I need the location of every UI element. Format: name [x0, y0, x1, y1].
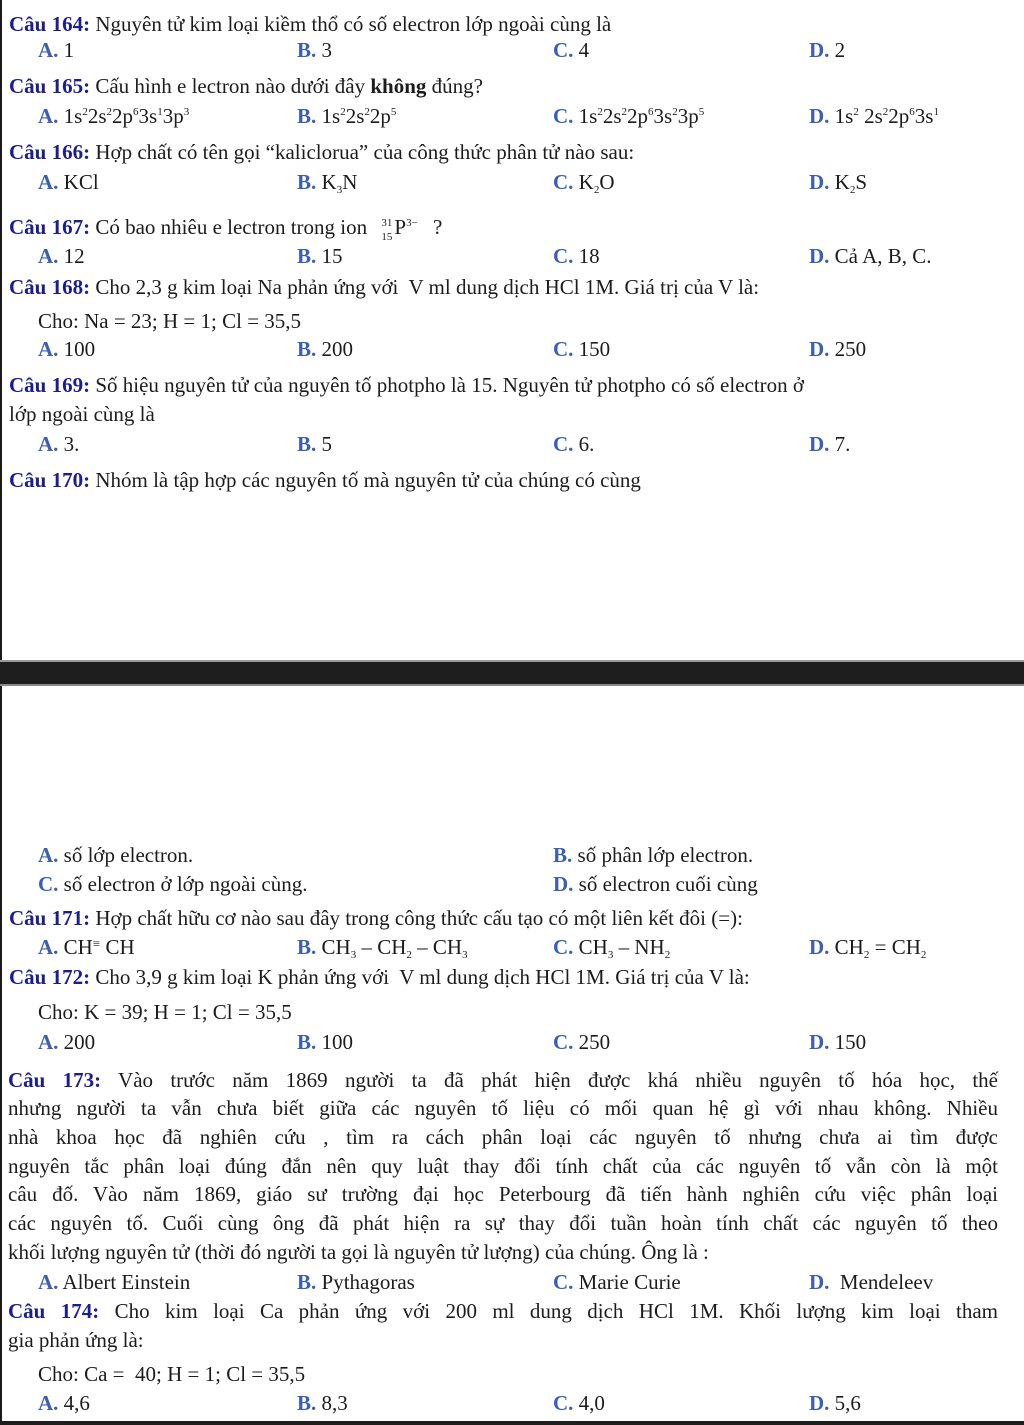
option-b[interactable] — [297, 1269, 415, 1295]
formula: KCl — [63, 170, 99, 194]
option-text: 100 — [63, 337, 96, 361]
option-b[interactable] — [297, 103, 396, 129]
option-label: B. — [297, 38, 317, 62]
formula: CH≡ CH — [63, 935, 135, 959]
option-text: 3 — [321, 38, 333, 62]
question-text: Nhóm là tập hợp các nguyên tố mà nguyên tử của chúng có cùng — [95, 468, 641, 492]
question-text: Cho kim loại Ca phản ứng với 200 ml dung dịch HCl 1M. Khối lượng kim loại tham — [114, 1299, 999, 1323]
option-text: Cả A, B, C. — [834, 244, 932, 268]
option-label: C. — [553, 38, 574, 62]
option-text: 250 — [834, 337, 867, 361]
option-c[interactable] — [553, 431, 594, 457]
question-mark: ? — [433, 215, 443, 239]
option-label: A. — [38, 38, 59, 62]
option-label: D. — [809, 104, 830, 128]
option-a[interactable] — [38, 431, 79, 457]
option-label: B. — [297, 1030, 317, 1054]
question-174 — [8, 1298, 998, 1324]
option-text: 2 — [834, 38, 846, 62]
option-label: A. — [38, 432, 59, 456]
option-label: C. — [553, 244, 574, 268]
option-label: C. — [553, 432, 574, 456]
question-text-line: khối lượng nguyên tử (thời đó người ta gọi là nguyên tử lượng) của chúng. Ông là : — [8, 1240, 709, 1264]
ion-charge: 3− — [406, 217, 418, 229]
option-text: 200 — [321, 337, 354, 361]
option-label: D. — [809, 244, 830, 268]
question-173 — [8, 1067, 998, 1093]
option-d[interactable] — [809, 431, 850, 457]
option-label: D. — [809, 337, 830, 361]
question-number: Câu 167: — [9, 215, 91, 239]
question-number: Câu 168: — [9, 275, 91, 299]
option-b[interactable] — [297, 169, 357, 195]
question-number: Câu 164: — [9, 12, 91, 36]
option-label: B. — [553, 843, 573, 867]
option-d[interactable] — [809, 934, 926, 960]
question-169-continued: lớp ngoài cùng là — [9, 402, 155, 426]
formula: $K_2O$ — [578, 170, 615, 196]
question-number: Câu 171: — [9, 906, 91, 930]
question-text: đúng? — [431, 74, 483, 98]
option-label: B. — [297, 244, 317, 268]
option-label: A. — [38, 935, 59, 959]
option-b[interactable] — [297, 243, 343, 269]
question-text: Có bao nhiêu e lectron trong ion — [95, 215, 368, 239]
option-b[interactable] — [297, 431, 332, 457]
question-165 — [9, 73, 483, 99]
question-text-bold: không — [370, 74, 427, 98]
option-label: C. — [553, 337, 574, 361]
option-label: A. — [38, 1391, 59, 1415]
option-label: D. — [809, 1030, 830, 1054]
option-a[interactable] — [38, 842, 193, 868]
option-c[interactable] — [553, 37, 589, 63]
option-text: Marie Curie — [578, 1270, 681, 1294]
option-a[interactable] — [38, 169, 99, 195]
option-d[interactable] — [809, 1269, 933, 1295]
question-text-line: các nguyên tố. Cuối cùng ông đã phát hiện ra sự thay đổi tuần hoàn tính chất các nguyên tố theo — [8, 1211, 998, 1235]
option-label: C. — [553, 1030, 574, 1054]
option-text: 15 — [321, 244, 343, 268]
option-b[interactable] — [553, 842, 753, 868]
option-text: 6. — [578, 432, 595, 456]
option-a[interactable] — [38, 934, 135, 960]
option-c[interactable] — [553, 336, 610, 362]
option-b[interactable] — [297, 336, 353, 362]
question-number: Câu 174: — [8, 1299, 100, 1323]
formula: $CH_2 = CH_2$ — [834, 935, 927, 961]
question-text-line: nhà khoa học đã nghiên cứu , tìm ra cách phân loại các nguyên tố nhưng chưa ai tìm được — [8, 1125, 998, 1149]
question-text-line: Vào trước năm 1869 người ta đã phát hiện được khá nhiều nguyên tố hóa học, thế — [118, 1068, 999, 1092]
question-169 — [9, 372, 804, 398]
option-label: B. — [297, 432, 317, 456]
electron-configuration: $1s^22s^22p^5$ — [321, 104, 397, 128]
question-text: Cho 3,9 g kim loại K phản ứng với V ml dung dịch HCl 1M. Giá trị của V là: — [95, 965, 750, 989]
question-text: Nguyên tử kim loại kiềm thổ có số electron lớp ngoài cùng là — [95, 12, 612, 36]
option-label: B. — [297, 1270, 317, 1294]
option-text: 18 — [578, 244, 600, 268]
option-text: số lớp electron. — [63, 843, 194, 867]
option-text: số electron ở lớp ngoài cùng. — [63, 872, 308, 896]
page-divider-band — [0, 660, 1024, 686]
question-number: Câu 165: — [9, 74, 91, 98]
option-a[interactable] — [38, 243, 85, 269]
option-text: Mendeleev — [834, 1270, 934, 1294]
option-c[interactable] — [38, 871, 308, 897]
option-label: A. — [38, 337, 59, 361]
option-b[interactable] — [297, 37, 332, 63]
option-label: C. — [553, 1391, 574, 1415]
question-text: Cấu hình e lectron nào dưới đây — [95, 74, 366, 98]
lower-page-section — [0, 686, 1024, 1425]
option-text: 5,6 — [834, 1391, 861, 1415]
option-text: 1 — [63, 38, 75, 62]
option-d[interactable] — [809, 1390, 861, 1416]
option-text: 12 — [63, 244, 85, 268]
question-167 — [9, 214, 443, 243]
given-data: Cho: K = 39; H = 1; Cl = 35,5 — [38, 1000, 292, 1024]
question-text: Hợp chất hữu cơ nào sau đây trong công thức cấu tạo có một liên kết đôi (=): — [95, 906, 743, 930]
question-171 — [9, 905, 743, 931]
option-label: A. — [38, 170, 59, 194]
question-168 — [9, 274, 759, 300]
question-172 — [9, 964, 750, 990]
option-text: 100 — [321, 1030, 354, 1054]
option-label: D. — [553, 872, 574, 896]
electron-configuration: $1s^22s^22p^63s^13p^3$ — [63, 104, 190, 128]
option-label: B. — [297, 104, 317, 128]
option-d[interactable] — [809, 1029, 866, 1055]
option-c[interactable] — [553, 103, 704, 129]
upper-page-section — [0, 0, 1024, 660]
option-d[interactable] — [809, 336, 866, 362]
option-d[interactable] — [809, 169, 867, 195]
option-b[interactable] — [297, 1029, 353, 1055]
question-164 — [9, 11, 611, 37]
option-text: 250 — [578, 1030, 611, 1054]
option-text: số electron cuối cùng — [578, 872, 758, 896]
given-data: Cho: Ca = 40; H = 1; Cl = 35,5 — [38, 1362, 306, 1386]
option-label: B. — [297, 1391, 317, 1415]
option-label: A. — [38, 1270, 59, 1294]
formula: $K_3N$ — [321, 170, 358, 196]
question-text-line: câu đố. Vào năm 1869, giáo sư trường đại học Peterbourg đã tiến hành nghiên cứu việc phân loại — [8, 1182, 998, 1206]
option-label: C. — [553, 170, 574, 194]
question-number: Câu 172: — [9, 965, 91, 989]
question-text: Hợp chất có tên gọi “kaliclorua” của công thức phân tử nào sau: — [95, 140, 635, 164]
option-c[interactable] — [553, 1029, 610, 1055]
option-text: 8,3 — [321, 1391, 348, 1415]
option-c[interactable] — [553, 1390, 605, 1416]
option-text: 150 — [834, 1030, 867, 1054]
option-text: 150 — [578, 337, 611, 361]
formula: $K_2S$ — [834, 170, 868, 196]
option-text: 3. — [63, 432, 80, 456]
option-a[interactable] — [38, 37, 74, 63]
question-number: Câu 173: — [8, 1068, 102, 1092]
option-label: C. — [553, 104, 574, 128]
option-label: C. — [553, 935, 574, 959]
question-text: Cho 2,3 g kim loại Na phản ứng với V ml dung dịch HCl 1M. Giá trị của V là: — [95, 275, 760, 299]
isotope-notation: 31 15 — [381, 217, 393, 243]
formula: $CH_3 - CH_2 - CH_3$ — [321, 935, 468, 961]
option-d[interactable] — [809, 243, 932, 269]
option-label: A. — [38, 104, 59, 128]
option-a[interactable] — [38, 1269, 190, 1295]
option-a[interactable] — [38, 1029, 95, 1055]
option-label: A. — [38, 843, 59, 867]
option-label: B. — [297, 170, 317, 194]
option-label: D. — [809, 1270, 830, 1294]
option-a[interactable] — [38, 103, 189, 129]
option-d[interactable] — [809, 103, 939, 129]
option-text: số phân lớp electron. — [577, 843, 754, 867]
question-170 — [9, 467, 641, 493]
option-a[interactable] — [38, 336, 95, 362]
given-data: Cho: Na = 23; H = 1; Cl = 35,5 — [38, 309, 302, 333]
electron-configuration: $1s^22s^22p^63s^23p^5$ — [578, 104, 705, 128]
option-text: Albert Einstein — [62, 1270, 191, 1294]
question-number: Câu 170: — [9, 468, 91, 492]
question-text-line: nhưng người ta vẫn chưa biết giữa các nguyên tố liệu có mối quan hệ gì với nhau không. Nhiều — [8, 1096, 998, 1120]
option-text: 5 — [321, 432, 333, 456]
option-text: 4,0 — [578, 1391, 605, 1415]
option-text: 7. — [834, 432, 851, 456]
formula: $CH_3 - NH_2$ — [578, 935, 671, 961]
option-label: D. — [809, 38, 830, 62]
option-label: D. — [809, 1391, 830, 1415]
option-c[interactable] — [553, 243, 600, 269]
option-label: D. — [809, 432, 830, 456]
option-text: 4 — [578, 38, 590, 62]
triple-bond: ≡ — [92, 936, 101, 951]
question-174-continued: gia phản ứng là: — [8, 1328, 144, 1352]
option-b[interactable] — [297, 1390, 348, 1416]
option-c[interactable] — [553, 934, 670, 960]
option-c[interactable] — [553, 169, 615, 195]
option-a[interactable] — [38, 1390, 90, 1416]
ion-symbol: P — [394, 215, 407, 239]
question-text: Số hiệu nguyên tử của nguyên tố photpho là 15. Nguyên tử photpho có số electron ở — [95, 373, 805, 397]
option-d[interactable] — [809, 37, 845, 63]
option-label: A. — [38, 1030, 59, 1054]
option-b[interactable] — [297, 934, 468, 960]
option-label: D. — [809, 935, 830, 959]
option-label: A. — [38, 244, 59, 268]
question-text-line: nguyên tắc phân loại đúng đắn nên quy luật thay đổi tính chất của các nguyên tố vẫn còn là một — [8, 1154, 998, 1178]
option-label: B. — [297, 935, 317, 959]
question-166 — [9, 139, 634, 165]
option-text: 4,6 — [63, 1391, 90, 1415]
option-label: D. — [809, 170, 830, 194]
option-c[interactable] — [553, 1269, 681, 1295]
option-text: Pythagoras — [321, 1270, 415, 1294]
option-label: C. — [38, 872, 59, 896]
option-label: B. — [297, 337, 317, 361]
option-label: C. — [553, 1270, 574, 1294]
electron-configuration: $1s^2$ $2s^22p^63s^1$ — [834, 104, 939, 128]
option-d[interactable] — [553, 871, 758, 897]
question-number: Câu 169: — [9, 373, 91, 397]
option-text: 200 — [63, 1030, 96, 1054]
question-number: Câu 166: — [9, 140, 91, 164]
